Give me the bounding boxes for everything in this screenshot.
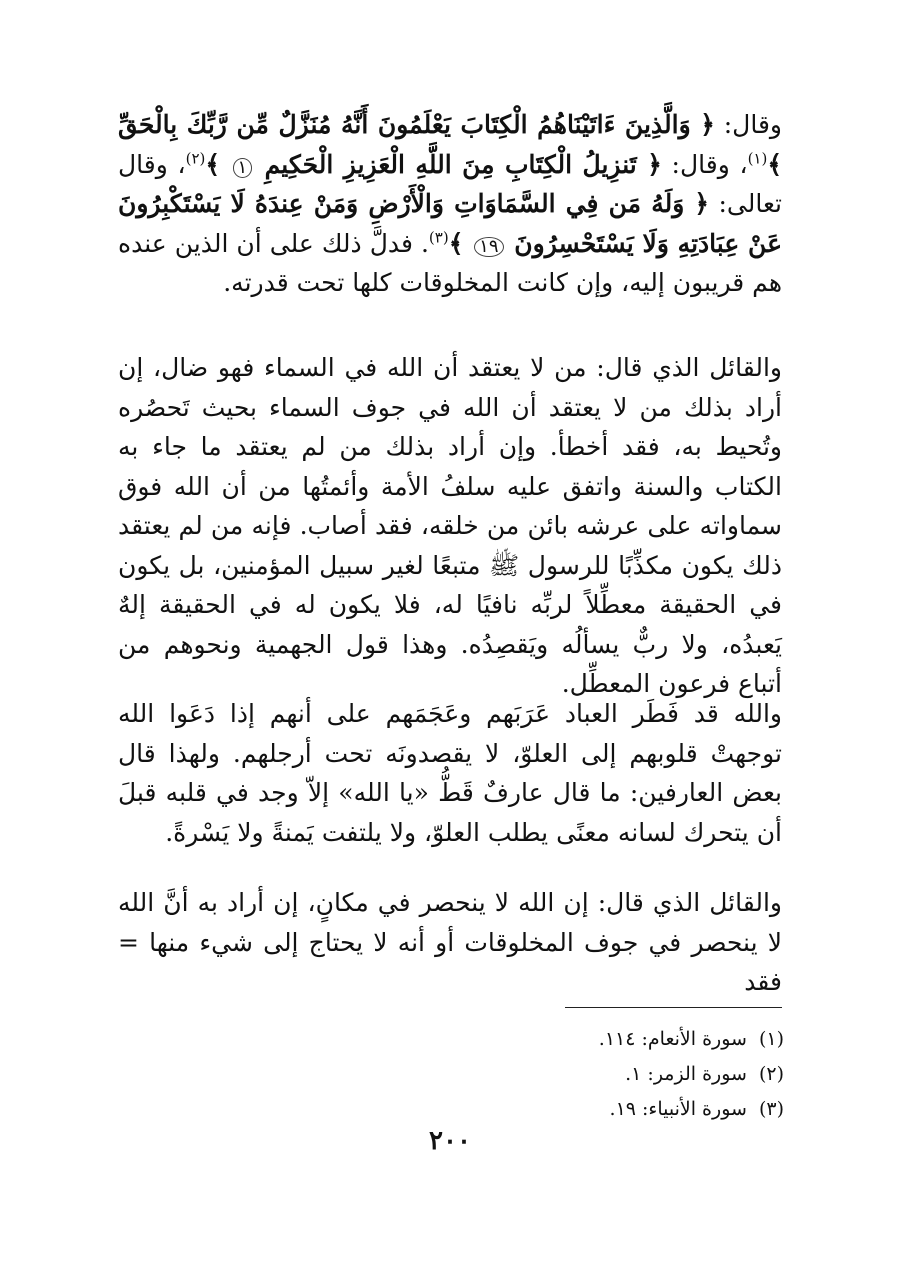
footnote-number: (١)	[758, 1028, 784, 1050]
verse-number-marker: ١	[233, 158, 253, 178]
footnote-number: (٣)	[758, 1098, 784, 1120]
paragraph-text	[118, 883, 782, 1002]
paragraph-text	[118, 348, 782, 704]
footnote-number: (٢)	[758, 1063, 784, 1085]
body-text: والقائل الذي قال: إن الله لا ينحصر في مكانٍ، إن أراد به أنَّ الله لا ينحصر في جوف المخلوقات أو أنه لا يحتاج إلى شيء منها = فقد	[118, 888, 782, 996]
quran-verse: ﴿ تَنزِيلُ الْكِتَابِ مِنَ اللَّهِ الْعَزِيزِ الْحَكِيمِ	[254, 149, 662, 179]
verse-number-marker: ١٩	[474, 237, 503, 257]
footnote-text: سورة الزمر: ١.	[625, 1063, 747, 1085]
paragraph-4	[118, 883, 782, 1002]
paragraph-1	[118, 105, 782, 303]
quran-verse: ﴿ وَالَّذِينَ ءَاتَيْنَاهُمُ الْكِتَابَ يَعْلَمُونَ أَنَّهُ مُنَزَّلٌ مِّن رَّبِّكَ بِالْحَقِّ ﴾	[118, 110, 782, 179]
quran-verse: ﴿ وَلَهُ مَن فِي السَّمَاوَاتِ وَالْأَرْضِ وَمَنْ عِندَهُ لَا يَسْتَكْبِرُونَ عَنْ عِبَادَتِهِ وَلَا يَسْتَحْسِرُونَ	[118, 189, 782, 258]
page-number: ٢٠٠	[429, 1126, 471, 1156]
body-text: ، وقال تعالى:	[118, 149, 782, 218]
body-text: وقال:	[714, 110, 782, 139]
footnote-reference: (٢)	[185, 149, 206, 168]
body-text: والله قد فَطَر العباد عَرَبَهم وعَجَمَهم على أنهم إذا دَعَوا الله توجهتْ قلوبهم إلى العلوّ، لا يقصدونَه تحت أرجلهم. ولهذا قال بعض العارفين: ما قال عارفٌ قَطُّ «يا الله» إلاّ وجد في قلبه قبلَ أن يتحرك لسانه معنًى يطلب العلوّ، ولا يلتفت يَمنةً ولا يَسْرةً.	[118, 699, 782, 847]
paragraph-2	[118, 348, 782, 704]
footnote-2	[450, 1057, 784, 1092]
body-text: والقائل الذي قال: من لا يعتقد أن الله في السماء فهو ضال، إن أراد بذلك من لا يعتقد أن الله في جوف السماء بحيث تَحصُره وتُحيط به، فقد أخطأ. وإن أراد بذلك من لم يعتقد ما جاء به الكتاب والسنة واتفق عليه سلفُ الأمة وأئمتُها من أن الله فوق سماواته على عرشه بائن من خلقه، فقد أصاب. فإنه من لم يعتقد ذلك يكون مكذِّبًا للرسول ﷺ متبعًا لغير سبيل المؤمنين، بل يكون في الحقيقة معطِّلاً لربِّه نافيًا له، فلا يكون له في الحقيقة إلهٌ يَعبدُه، ولا ربٌّ يسألُه ويَقصِدُه. وهذا قول الجهمية ونحوهم من أتباع فرعون المعطِّل.	[118, 353, 782, 698]
footnotes	[450, 1022, 784, 1127]
footnote-reference: (١)	[747, 149, 768, 168]
footnote-reference: (٣)	[428, 228, 449, 247]
quran-verse: ﴾	[205, 149, 231, 179]
footnote-text: سورة الأنبياء: ١٩.	[609, 1098, 747, 1120]
footnote-text: سورة الأنعام: ١١٤.	[598, 1028, 747, 1050]
body-text: . فدلَّ ذلك على أن الذين عنده هم قريبون إليه، وإن كانت المخلوقات كلها تحت قدرته.	[118, 228, 782, 297]
footnote-3	[450, 1092, 784, 1127]
paragraph-text	[118, 105, 782, 303]
footnote-divider	[565, 1007, 782, 1008]
quran-verse: ﴾	[448, 228, 473, 258]
body-text: ، وقال:	[661, 149, 748, 179]
paragraph-3	[118, 694, 782, 852]
paragraph-text	[118, 694, 782, 852]
footnote-1	[450, 1022, 784, 1057]
